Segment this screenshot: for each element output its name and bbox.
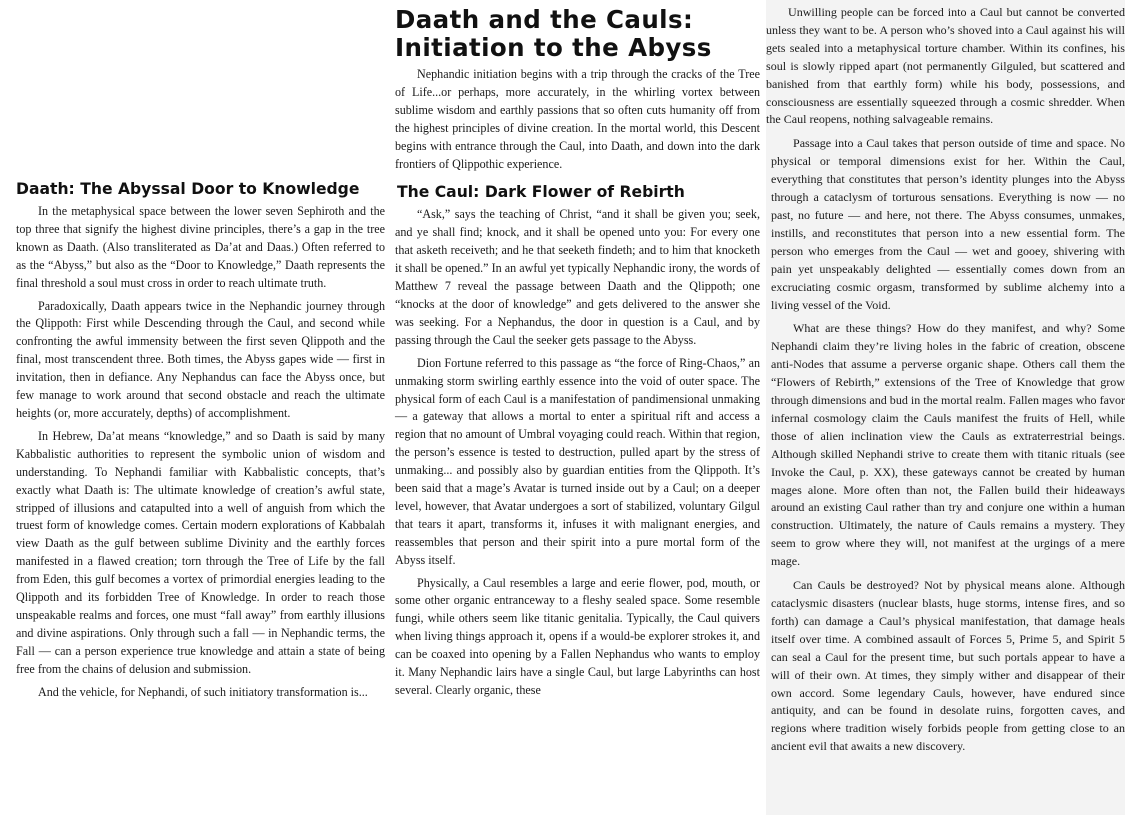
page-title: [395, 6, 760, 62]
column-middle: [395, 6, 760, 700]
paragraph: Can Cauls be destroyed? Not by physical means alone. Although cataclysmic disasters (nuclear blasts, huge storms, intense fires, and so forth) can damage a Caul’s physical manifestation, that damage heals itself over time. A combined assault of Forces 5, Prime 5, and Spirit 5 can seal a Caul for the present time, but such portals appear to have a will of their own. At times, they simply wither and disappear of their own accord. Some legendary Cauls, however, have endured since antiquity, and can be found in desolate ruins, forgotten caves, and regions where tradition wisely forbids people from getting close to an ancient evil that awaits a new discovery.: [771, 578, 1125, 754]
section-heading-caul: The Caul: Dark Flower of Rebirth: [397, 183, 685, 202]
paragraph: Physically, a Caul resembles a large and eerie flower, pod, mouth, or some other organic entranceway to a fleshy sealed space. Some resemble fungi, while others seem like titanic genitalia. Typically, the Caul quivers when living things approach it, opens if a would-be explorer strokes it, and can be coaxed into opening by a Fallen Nephandus who wants to employ it. Many Nephandic lairs have a single Caul, but large Labyrinths can host several. Clearly organic, these: [395, 575, 760, 697]
intro-paragraph: Nephandic initiation begins with a trip through the cracks of the Tree of Life...or perhaps, more accurately, in the whirling vortex between sublime wisdom and earthly passions that so often cuts humanity off from the highest principles of divine creation. In the mortal world, this Descent begins with entrance through the Caul, into Daath, and down into the dark frontiers of Qlippothic experience.: [395, 67, 760, 171]
column-right: [766, 0, 1125, 815]
paragraph: Unwilling people can be forced into a Caul but cannot be converted unless they want to be. A person who’s shoved into a Caul against his will gets sealed into a metaphysical torture chamber. Within its confines, his soul is slowly ripped apart (not permanently Gilguled, but scattered and banished from that earthly form) while his body, possessions, and consciousness are essentially squeezed through a cosmic shredder. When the Caul reopens, nothing salvageable remains.: [766, 5, 1125, 127]
paragraph: In the metaphysical space between the lower seven Sephiroth and the top three that signify the highest divine principles, there’s a gap in the tree known as Daath. (Also transliterated as Da’at and Daas.) Often referred to as the “Abyss,” but also as the “Door to Knowledge,” Daath represents the final threshold a soul must cross in order to reach ultimate truth.: [16, 204, 385, 290]
paragraph: “Ask,” says the teaching of Christ, “and it shall be given you; seek, and ye shall find; knock, and it shall be opened unto you: For every one that asketh receiveth; and he that seeketh findeth; and to him that knocketh it shall be opened.” In an awful yet typically Nephandic irony, the words of Matthew 7 reveal the passage between Daath and the Qlippoth; one “knocks at the door of knowledge” and gets delivered to the answer she was seeking. For a Nephandus, the door in question is a Caul, and by passing through the Caul the seeker gets passage to the Abyss.: [395, 207, 760, 347]
paragraph: Passage into a Caul takes that person outside of time and space. No physical or temporal dimensions exist for her. Within the Caul, everything that constitutes that person’s identity plunges into the Abyss through a cataclysm of torturous sensations. Everything is now — no past, no future — and here, not there. The Abyss consumes, unmakes, instills, and reconstitutes that person into a new essential form. The person who emerges from the Caul — wet and gooey, shivering with pain yet unspeakably delighted — essentially comes down from an excruciating cosmic orgasm, transformed by sublime alchemy into a living vessel of the Void.: [771, 136, 1125, 312]
paragraph: Dion Fortune referred to this passage as “the force of Ring-Chaos,” an unmaking storm swirling earthly essence into the void of outer space. The physical form of each Caul is a manifestation of pandimensional unmaking — a gateway that allows a mortal to enter a spiritual rift and access a region that no amount of Umbral voyaging could reach. Within that region, the person’s essence is tested to destruction, pulled apart by the stress of unmaking... and possibly also by guardian entities from the Qlippoth. It’s been said that a mage’s Avatar is turned inside out by a Caul; on a deeper level, however, that Avatar undergoes a sort of stabilized, voluntary Gilgul that tears it apart, transforms it, infuses it with malignant energies, and reassembles that person and their spirit into a pure mortal form of the Abyss itself.: [395, 355, 760, 567]
column-left: [16, 180, 385, 701]
column-right-content: [766, 0, 1125, 756]
paragraph: And the vehicle, for Nephandi, of such initiatory transformation is...: [38, 684, 368, 699]
paragraph: In Hebrew, Da’at means “knowledge,” and so Daath is said by many Kabbalistic authorities to represent the symbolic union of wisdom and understanding. To Nephandi familiar with Kabbalistic concepts, that’s exactly what Daath is: The ultimate knowledge of creation’s awful state, stripped of illusions and catapulted into a well of anguish from which the truest form of knowledge comes. Certain modern explorations of Kabbalah view Daath as the gulf between sublime Divinity and the earthly forces manifested in a flawed creation; torn through the Tree of Life by the fall from Eden, this gulf becomes a vortex of primordial energies leading to the Qlippoth and its forbidden Tree of Knowledge. In order to reach those unspeakable realms and forces, one must “fall away” from earthly illusions and divine aspirations. Only through such a fall — in Nephandic terms, the Fall — can a person experience true knowledge and attain a state of being free from the chains of delusion and submission.: [16, 428, 385, 676]
paragraph: What are these things? How do they manifest, and why? Some Nephandi claim they’re living holes in the fabric of creation, obscene anti-Nodes that assume a perverse organic shape. Others call them the “Flowers of Rebirth,” extensions of the Tree of Knowledge that grow through dimensions and bud in the mortal realm. Fallen mages who favor infernal cosmology claim the Cauls manifest the fruits of Hell, while those of alien inclination view the Cauls as extraterrestrial beings. Although skilled Nephandi strive to create them with titanic rituals (see Invoke the Caul, p. XX), these gateways cannot be created by human mages alone. More often than not, the Fallen build their hideaways around an existing Caul rather than try and conjure one within a human construction. Ultimately, the nature of Cauls remains a mystery. They seem to grow where they will, not manifest at the urgings of a mere mage.: [771, 321, 1125, 569]
paragraph: Paradoxically, Daath appears twice in the Nephandic journey through the Qlippoth: First while Descending through the Caul, and second while confronting the awful immensity between the first seven Qlippoth and the final, most transcendent three. Both times, the Abyss gapes wide — first in invitation, then in defiance. Any Nephandus can face the Abyss once, but few manage to work around that second obstacle and reach the ultimate heights (or, more accurately, depths) of accomplishment.: [16, 298, 385, 420]
section-heading-daath: Daath: The Abyssal Door to Knowledge: [16, 180, 360, 198]
page-title-line1: Daath and the Cauls:: [395, 5, 694, 34]
page-title-line2: Initiation to the Abyss: [395, 33, 712, 62]
